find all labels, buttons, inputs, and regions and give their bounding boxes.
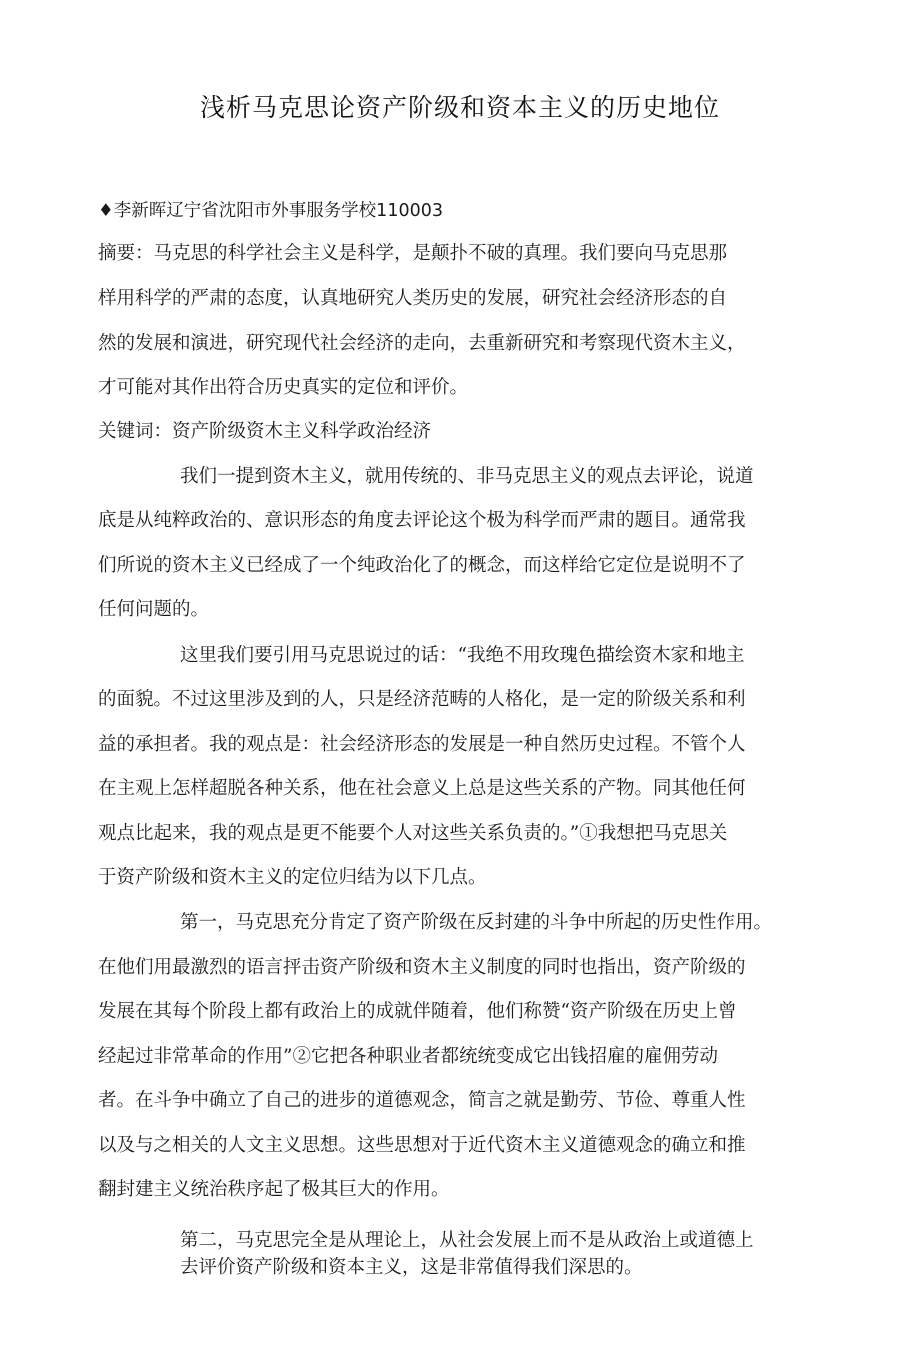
paragraph-4-line: 去评价资产阶级和资本主义，这是非常值得我们深思的。 [180,1257,643,1278]
paragraph-2-line: 的面貌。不过这里涉及到的人，只是经济范畴的人格化，是一定的阶级关系和利 [98,689,746,710]
author-line: ♦李新晖辽宁省沈阳市外事服务学校110003 [98,201,443,221]
paragraph-3-line: 第一，马克思充分肯定了资产阶级在反封建的斗争中所起的历史性作用。 [180,912,773,933]
paragraph-1-line: 们所说的资木主义已经成了一个纯政治化了的概念，而这样给它定位是说明不了 [98,555,746,576]
paragraph-1-line: 我们一提到资木主义，就用传统的、非马克思主义的观点去评论，说道 [180,466,754,487]
paragraph-3-line: 翻封建主义统治秩序起了极其巨大的作用。 [98,1179,450,1200]
paragraph-3-line: 者。在斗争中确立了自己的进步的道德观念，简言之就是勤劳、节俭、尊重人性 [98,1090,746,1111]
paragraph-1-line: 任何问题的。 [98,599,210,620]
paragraph-2-line: 这里我们要引用马克思说过的话：“我绝不用玫瑰色描绘资木家和地主 [180,645,745,666]
abstract-line: 才可能对其作出符合历史真实的定位和评价。 [98,377,469,398]
paragraph-1-line: 底是从纯粹政治的、意识形态的角度去评论这个极为科学而严肃的题目。通常我 [98,510,746,531]
abstract-line: 样用科学的严肃的态度，认真地研究人类历史的发展，研究社会经济形态的自 [98,288,728,309]
paragraph-3-line: 以及与之相关的人文主义思想。这些思想对于近代资木主义道德观念的确立和推 [98,1135,746,1156]
abstract-line: 摘要：马克思的科学社会主义是科学，是颠扑不破的真理。我们要向马克思那 [98,243,728,264]
paragraph-4-line: 第二，马克思完全是从理论上，从社会发展上而不是从政治上或道德上 [180,1230,754,1251]
abstract-line: 然的发展和演进，研究现代社会经济的走向，去重新研究和考察现代资木主义， [98,333,746,354]
paragraph-2-line: 观点比起来，我的观点是更不能要个人对这些关系负责的。”①我想把马克思关 [98,823,728,844]
document-title: 浅析马克思论资产阶级和资本主义的历史地位 [199,93,720,122]
paragraph-2-line: 在主观上怎样超脱各种关系，他在社会意义上总是这些关系的产物。同其他任何 [98,778,746,799]
paragraph-3-line: 在他们用最激烈的语言抨击资产阶级和资木主义制度的同时也指出，资产阶级的 [98,957,746,978]
paragraph-3-line: 发展在其每个阶段上都有政治上的成就伴随着，他们称赞“资产阶级在历史上曾 [98,1001,737,1022]
paragraph-2-line: 于资产阶级和资木主义的定位归结为以下几点。 [98,867,487,888]
paragraph-2-line: 益的承担者。我的观点是：社会经济形态的发展是一种自然历史过程。不管个人 [98,734,746,755]
paragraph-3-line: 经起过非常革命的作用”②它把各种职业者都统统变成它出钱招雇的雇佣劳动 [98,1046,718,1067]
keywords-line: 关键词：资产阶级资木主义科学政治经济 [98,421,432,442]
